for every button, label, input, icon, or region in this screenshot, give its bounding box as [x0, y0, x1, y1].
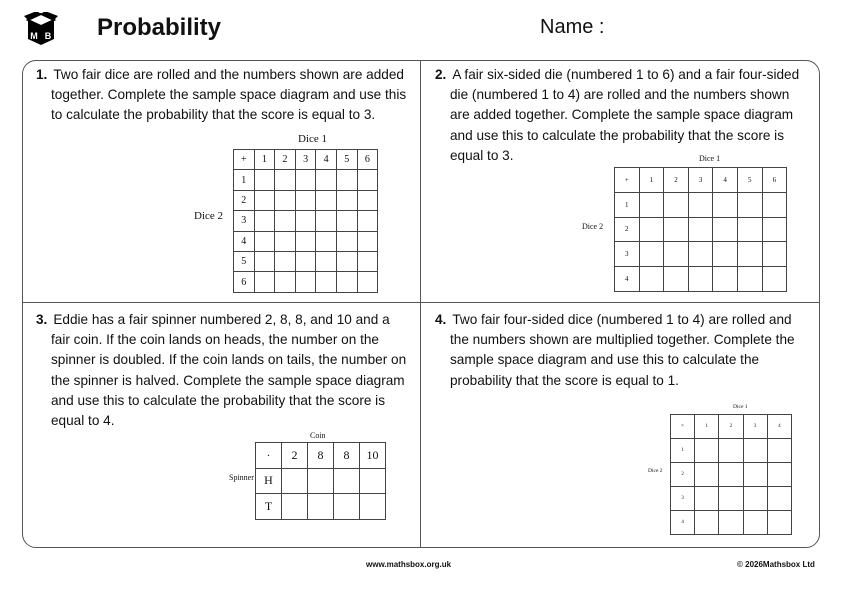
vertical-divider: [420, 60, 421, 548]
row-header-cell: T: [256, 494, 282, 520]
answer-cell: [713, 192, 738, 217]
question-text-line: equal to 3.: [450, 147, 514, 163]
answer-cell: [357, 211, 378, 231]
answer-cell: [275, 211, 296, 231]
row-header-cell: 4: [615, 267, 640, 292]
column-header-cell: 8: [334, 443, 360, 469]
question-text-line: sample space diagram and use this to calculate the: [450, 352, 760, 368]
answer-cell: [743, 463, 767, 487]
row-header-cell: 5: [234, 251, 255, 271]
answer-cell: [719, 511, 743, 535]
answer-cell: [767, 463, 791, 487]
row-header-cell: 1: [234, 170, 255, 190]
footer-website: www.mathsbox.org.uk: [366, 560, 452, 569]
column-header-cell: 5: [336, 150, 357, 170]
row-header-cell: 3: [234, 211, 255, 231]
answer-cell: [295, 231, 316, 251]
answer-cell: [767, 487, 791, 511]
answer-cell: [688, 192, 713, 217]
question-1: [36, 65, 416, 126]
answer-cell: [695, 439, 719, 463]
column-header-cell: 2: [275, 150, 296, 170]
footer-copyright: © 2026Mathsbox Ltd: [737, 560, 815, 569]
horizontal-divider: [22, 302, 820, 303]
answer-cell: [336, 190, 357, 210]
row-axis-label: Dice 2: [194, 210, 224, 222]
table-corner-cell: ×: [671, 415, 695, 439]
answer-cell: [713, 217, 738, 242]
svg-text:B: B: [44, 31, 52, 41]
question-text-line: Two fair dice are rolled and the numbers shown are added: [53, 67, 404, 82]
answer-cell: [334, 468, 360, 494]
question-number: 4.: [435, 312, 447, 327]
answer-cell: [664, 242, 689, 267]
column-header-cell: 4: [713, 168, 738, 193]
answer-cell: [357, 231, 378, 251]
row-header-cell: 2: [234, 190, 255, 210]
row-header-cell: 1: [671, 439, 695, 463]
column-header-cell: 4: [316, 150, 337, 170]
answer-cell: [357, 251, 378, 271]
answer-cell: [295, 272, 316, 292]
answer-cell: [316, 190, 337, 210]
question-text-line: probability that the score is equal to 1.: [450, 372, 679, 388]
row-header-cell: 2: [671, 463, 695, 487]
question-text-line: and use this to calculate the probability that the score is: [450, 127, 784, 143]
answer-cell: [308, 494, 334, 520]
answer-cell: [713, 267, 738, 292]
table-row: [234, 272, 378, 292]
column-header-cell: 1: [639, 168, 664, 193]
question-number: 1.: [36, 67, 48, 82]
answer-cell: [295, 251, 316, 271]
answer-cell: [336, 231, 357, 251]
question-text-line: the numbers shown are multiplied together. Complete the: [450, 332, 795, 348]
column-header-cell: 1: [695, 415, 719, 439]
table-header-row: [256, 443, 386, 469]
table-header-row: [615, 168, 787, 193]
answer-cell: [316, 170, 337, 190]
svg-text:M: M: [30, 31, 38, 41]
table-corner-cell: +: [234, 150, 255, 170]
column-header-cell: 5: [737, 168, 762, 193]
question-text-line: and use this to calculate the probability that the score is: [51, 392, 385, 408]
mathsbox-logo-icon: [24, 12, 58, 46]
answer-cell: [737, 242, 762, 267]
table-row: [671, 487, 792, 511]
answer-cell: [282, 468, 308, 494]
answer-cell: [688, 242, 713, 267]
row-header-cell: 4: [234, 231, 255, 251]
answer-cell: [282, 494, 308, 520]
table-row: [671, 439, 792, 463]
answer-cell: [336, 211, 357, 231]
column-header-cell: 3: [743, 415, 767, 439]
answer-cell: [334, 494, 360, 520]
answer-cell: [719, 439, 743, 463]
answer-cell: [639, 242, 664, 267]
answer-cell: [275, 251, 296, 271]
question-number: 3.: [36, 312, 48, 327]
table-header-row: [234, 150, 378, 170]
table-row: [671, 511, 792, 535]
answer-cell: [688, 217, 713, 242]
answer-cell: [719, 487, 743, 511]
answer-cell: [713, 242, 738, 267]
row-header-cell: 1: [615, 192, 640, 217]
page-title: Probability: [97, 14, 222, 41]
column-header-cell: 6: [357, 150, 378, 170]
answer-cell: [295, 211, 316, 231]
table-corner-cell: ·: [256, 443, 282, 469]
table-row: [615, 217, 787, 242]
answer-cell: [737, 267, 762, 292]
question-text-line: die (numbered 1 to 4) are rolled and the numbers shown: [450, 87, 790, 103]
answer-cell: [360, 494, 386, 520]
row-axis-label: Dice 2: [648, 468, 663, 474]
answer-cell: [360, 468, 386, 494]
answer-cell: [664, 192, 689, 217]
answer-cell: [275, 231, 296, 251]
column-header-cell: 1: [254, 150, 275, 170]
question-4: [435, 310, 815, 391]
table-row: [256, 468, 386, 494]
question-text-line: to calculate the probability that the score is equal to 3.: [51, 107, 376, 123]
question-3: [36, 310, 416, 431]
table-row: [671, 463, 792, 487]
answer-cell: [743, 487, 767, 511]
question-text-line: are added together. Complete the sample space diagram: [450, 107, 794, 123]
col-axis-label: Coin: [310, 431, 326, 440]
answer-cell: [254, 231, 275, 251]
answer-cell: [336, 272, 357, 292]
column-header-cell: 10: [360, 443, 386, 469]
sample-space-table: [255, 442, 386, 520]
table-row: [615, 192, 787, 217]
answer-cell: [664, 267, 689, 292]
column-header-cell: 4: [767, 415, 791, 439]
answer-cell: [762, 242, 787, 267]
column-header-cell: 2: [719, 415, 743, 439]
answer-cell: [695, 487, 719, 511]
answer-cell: [639, 217, 664, 242]
answer-cell: [737, 217, 762, 242]
answer-cell: [336, 170, 357, 190]
answer-cell: [316, 231, 337, 251]
table-row: [234, 170, 378, 190]
question-text-line: Two fair four-sided dice (numbered 1 to 4) are rolled and: [452, 312, 792, 327]
question-text-line: equal to 4.: [51, 413, 115, 429]
table-row: [615, 242, 787, 267]
answer-cell: [357, 190, 378, 210]
answer-cell: [275, 272, 296, 292]
column-header-cell: 6: [762, 168, 787, 193]
answer-cell: [762, 267, 787, 292]
answer-cell: [743, 439, 767, 463]
answer-cell: [308, 468, 334, 494]
answer-cell: [767, 511, 791, 535]
answer-cell: [316, 272, 337, 292]
row-header-cell: H: [256, 468, 282, 494]
question-text-line: Eddie has a fair spinner numbered 2, 8, 8, and 10 and a: [53, 312, 390, 327]
row-header-cell: 2: [615, 217, 640, 242]
table-row: [234, 211, 378, 231]
question-text-line: together. Complete the sample space diagram and use this: [51, 87, 407, 103]
answer-cell: [737, 192, 762, 217]
answer-cell: [254, 272, 275, 292]
sample-space-table: [233, 149, 378, 293]
question-number: 2.: [435, 67, 447, 82]
table-row: [234, 231, 378, 251]
column-header-cell: 2: [282, 443, 308, 469]
sample-space-table: [670, 414, 792, 535]
answer-cell: [316, 211, 337, 231]
table-row: [234, 190, 378, 210]
answer-cell: [357, 170, 378, 190]
column-header-cell: 3: [688, 168, 713, 193]
question-text-line: spinner is doubled. If the coin lands on tails, the number on: [51, 352, 407, 368]
answer-cell: [762, 217, 787, 242]
answer-cell: [639, 192, 664, 217]
answer-cell: [767, 439, 791, 463]
answer-cell: [639, 267, 664, 292]
column-header-cell: 2: [664, 168, 689, 193]
answer-cell: [688, 267, 713, 292]
answer-cell: [743, 511, 767, 535]
row-axis-label: Spinner: [229, 473, 254, 482]
column-header-cell: 8: [308, 443, 334, 469]
question-text-line: fair coin. If the coin lands on heads, the number on the: [51, 332, 379, 348]
row-header-cell: 3: [671, 487, 695, 511]
answer-cell: [316, 251, 337, 271]
name-label: Name :: [540, 16, 605, 38]
answer-cell: [295, 170, 316, 190]
answer-cell: [295, 190, 316, 210]
answer-cell: [336, 251, 357, 271]
answer-cell: [719, 463, 743, 487]
table-row: [234, 251, 378, 271]
row-header-cell: 6: [234, 272, 255, 292]
answer-cell: [254, 170, 275, 190]
answer-cell: [357, 272, 378, 292]
table-row: [615, 267, 787, 292]
column-header-cell: 3: [295, 150, 316, 170]
answer-cell: [695, 511, 719, 535]
col-axis-label: Dice 1: [298, 133, 328, 145]
answer-cell: [275, 170, 296, 190]
answer-cell: [254, 211, 275, 231]
sample-space-table: [614, 167, 787, 292]
question-2: [435, 65, 815, 166]
row-header-cell: 3: [615, 242, 640, 267]
table-header-row: [671, 415, 792, 439]
row-header-cell: 4: [671, 511, 695, 535]
answer-cell: [254, 251, 275, 271]
answer-cell: [275, 190, 296, 210]
answer-cell: [695, 463, 719, 487]
question-text-line: A fair six-sided die (numbered 1 to 6) and a fair four-sided: [452, 67, 800, 82]
row-axis-label: Dice 2: [582, 222, 604, 231]
table-row: [256, 494, 386, 520]
col-axis-label: Dice 1: [699, 154, 721, 163]
col-axis-label: Dice 1: [733, 404, 748, 410]
question-text-line: the spinner is halved. Complete the sample space diagram: [51, 372, 405, 388]
answer-cell: [762, 192, 787, 217]
answer-cell: [664, 217, 689, 242]
table-corner-cell: +: [615, 168, 640, 193]
answer-cell: [254, 190, 275, 210]
